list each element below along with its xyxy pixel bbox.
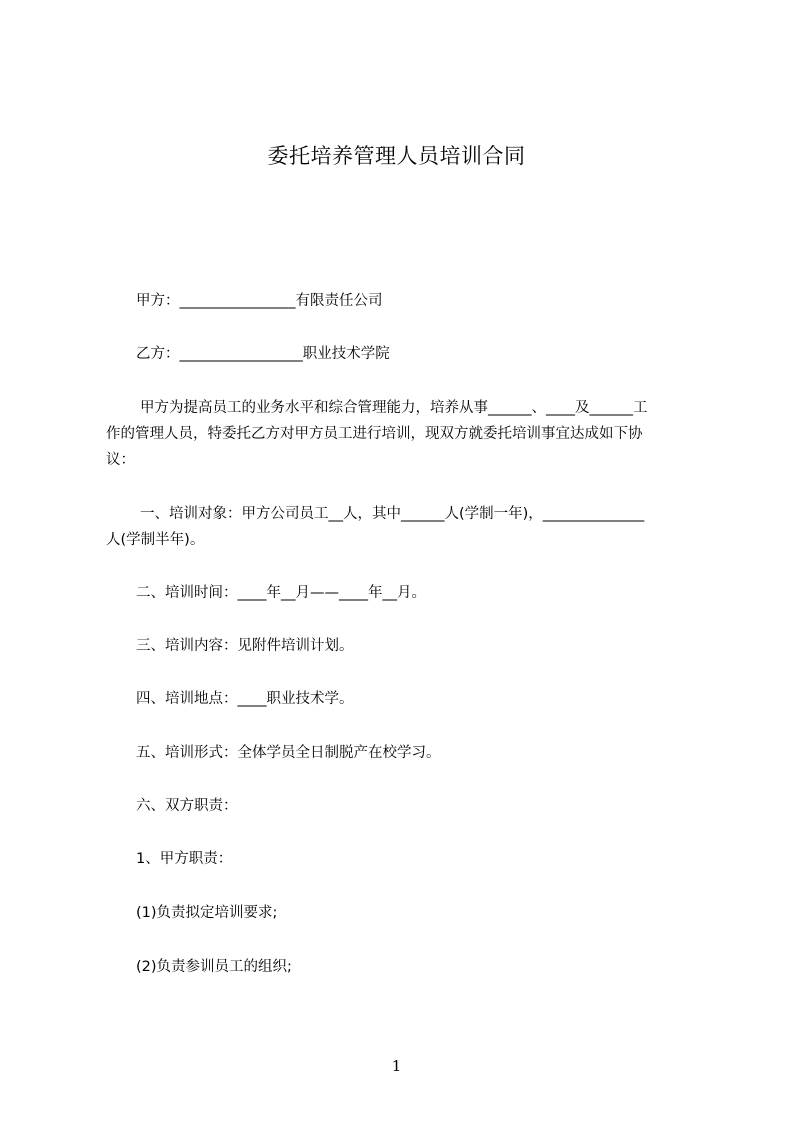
- clause-1-line-2: 人(学制半年)。: [106, 532, 205, 548]
- clause-3: 三、培训内容：见附件培训计划。: [136, 638, 354, 654]
- intro-line-1: 甲方为提高员工的业务水平和综合管理能力，培养从事______、____及______工: [140, 400, 648, 416]
- page-number: 1: [391, 1057, 402, 1075]
- clause-2: 二、培训时间：____年__月——____年__月。: [136, 585, 426, 601]
- duty-a-item-2: (2)负责参训员工的组织;: [136, 959, 292, 975]
- duty-a-heading: 1、甲方职责：: [136, 851, 233, 867]
- clause-6: 六、双方职责：: [136, 798, 238, 814]
- clause-4: 四、培训地点：____职业技术学。: [136, 691, 354, 707]
- intro-line-3: 议：: [106, 452, 135, 468]
- clause-1-line-1: 一、培训对象：甲方公司员工__人，其中______人(学制一年)，______________: [140, 506, 645, 522]
- duty-a-item-1: (1)负责拟定培训要求;: [136, 905, 278, 921]
- party-a-line: 甲方：________________有限责任公司: [136, 293, 383, 309]
- party-b-line: 乙方：_________________职业技术学院: [136, 346, 390, 362]
- document-title: 委托培养管理人员培训合同: [267, 144, 526, 168]
- intro-line-2: 作的管理人员，特委托乙方对甲方员工进行培训，现双方就委托培训事宜达成如下协: [106, 426, 643, 442]
- clause-5: 五、培训形式：全体学员全日制脱产在校学习。: [136, 745, 441, 761]
